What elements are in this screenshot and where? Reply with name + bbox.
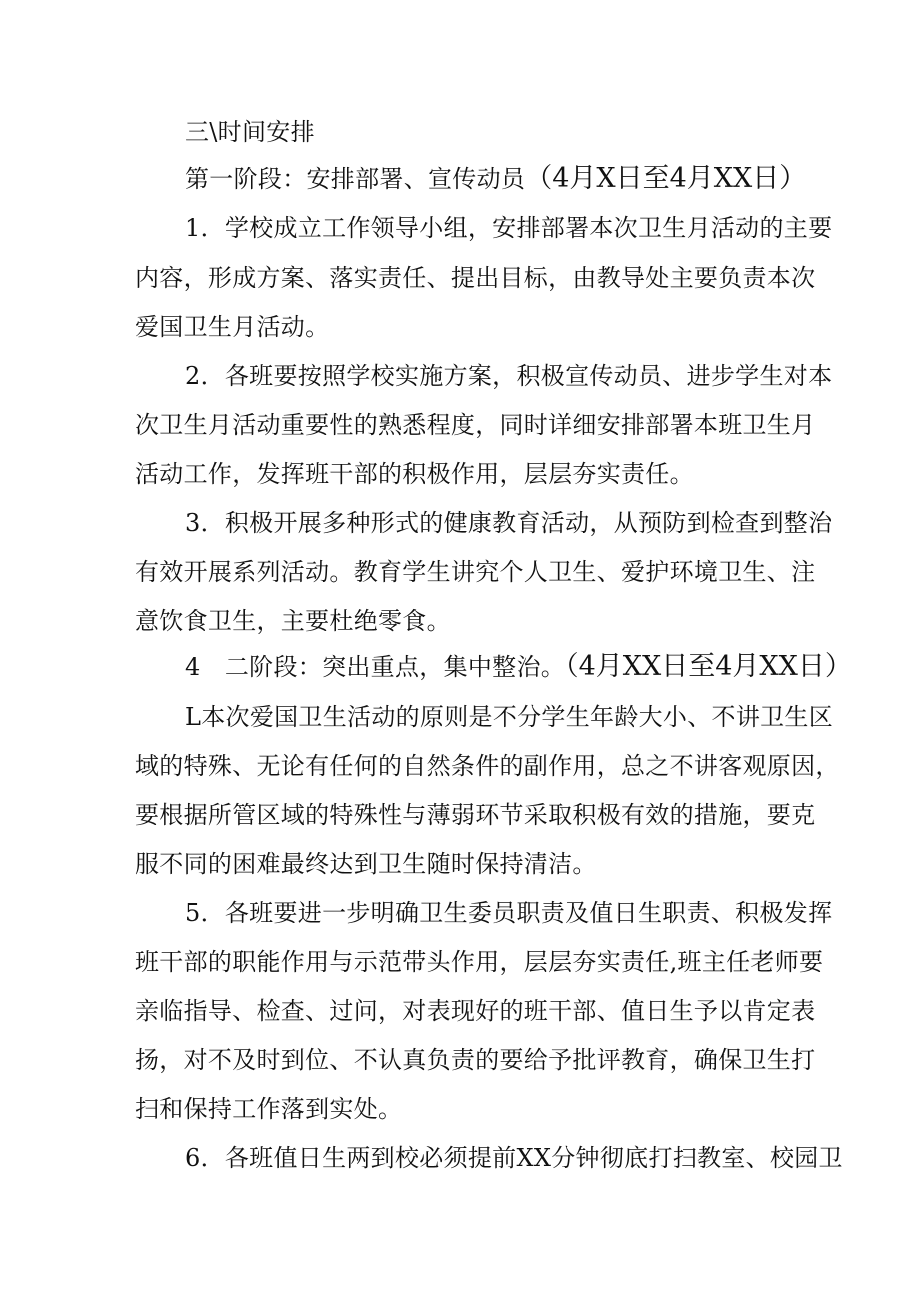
item1-line-3: 爱国卫生月活动。 — [135, 313, 330, 341]
item4-line-3: 要根据所管区域的特殊性与薄弱环节采取积极有效的措施，要克 — [135, 801, 816, 829]
item4-line-1: L本次爱国卫生活动的原则是不分学生年龄大小、不讲卫生区 — [185, 703, 834, 731]
item2-line-3: 活动工作，发挥班干部的积极作用，层层夯实责任。 — [135, 460, 694, 488]
item1-line-1: 1．学校成立工作领导小组，安排部署本次卫生月活动的主要 — [185, 214, 833, 242]
item4-line-4: 服不同的困难最终达到卫生随时保持清洁。 — [135, 850, 597, 878]
phase1-heading — [185, 164, 806, 194]
item3-line-1: 3．积极开展多种形式的健康教育活动，从预防到检查到整治 — [185, 509, 833, 537]
phase2-heading — [185, 652, 852, 682]
item5-line-2: 班干部的职能作用与示范带头作用，层层夯实责任,班主任老师要 — [135, 948, 824, 976]
item5-line-4: 扬，对不及时到位、不认真负责的要给予批评教育，确保卫生打 — [135, 1046, 816, 1074]
phase2-label: 4 二阶段：突出重点，集中整治。 — [185, 653, 566, 681]
item2-line-1: 2．各班要按照学校实施方案，积极宣传动员、进步学生对本 — [185, 362, 833, 390]
phase2-dates: （4月XX日至4月XX日） — [565, 651, 852, 682]
item5-line-1: 5．各班要进一步明确卫生委员职责及值日生职责、积极发挥 — [185, 899, 833, 927]
item6-line-1: 6．各班值日生两到校必须提前XX分钟彻底打扫教室、校园卫 — [185, 1144, 843, 1172]
item3-line-2: 有效开展系列活动。教育学生讲究个人卫生、爱护环境卫生、注 — [135, 558, 816, 586]
phase1-label: 第一阶段：安排部署、宣传动员 — [185, 165, 526, 193]
item5-line-3: 亲临指导、检查、过问，对表现好的班干部、值日生予以肯定表 — [135, 997, 816, 1025]
section-heading: 三\时间安排 — [185, 118, 315, 146]
item3-line-3: 意饮食卫生，主要杜绝零食。 — [135, 607, 451, 635]
phase1-dates: （4月X日至4月XX日） — [525, 163, 807, 194]
item2-line-2: 次卫生月活动重要性的熟悉程度，同时详细安排部署本班卫生月 — [135, 411, 816, 439]
item1-line-2: 内容，形成方案、落实责任、提出目标，由教导处主要负责本次 — [135, 264, 816, 292]
item4-line-2: 域的特殊、无论有任何的自然条件的副作用，总之不讲客观原因， — [135, 752, 840, 780]
item5-line-5: 扫和保持工作落到实处。 — [135, 1095, 403, 1123]
